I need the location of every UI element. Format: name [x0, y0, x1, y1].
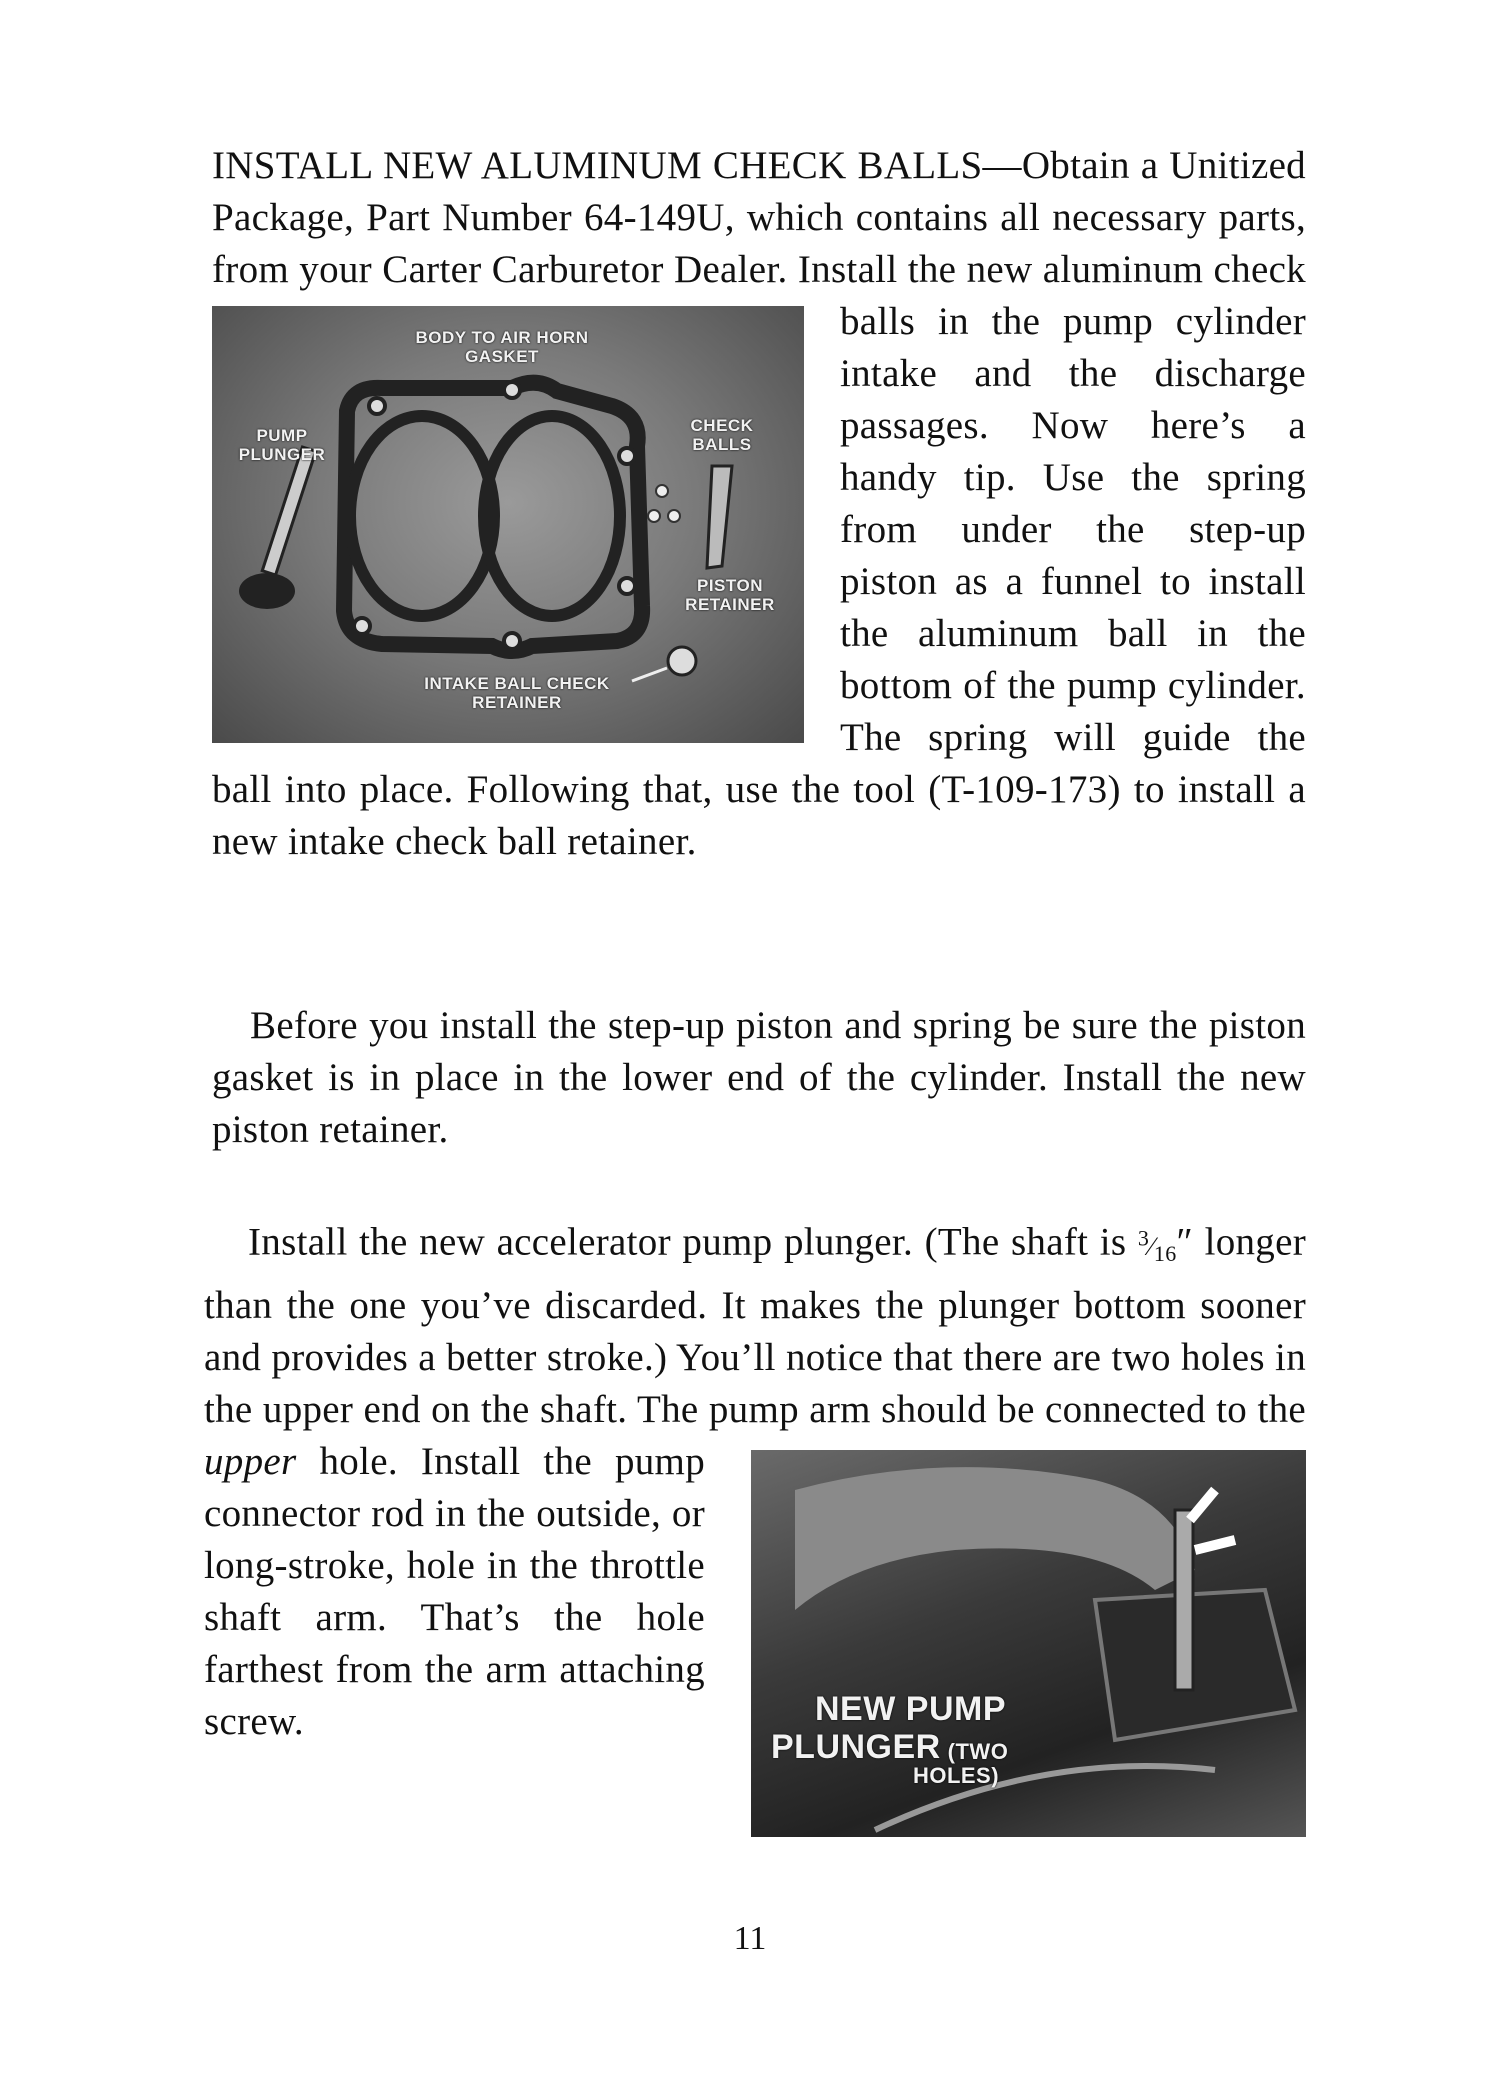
plunger-text-part2: ″ longer than the one you’ve discarded. It makes the plunger bottom sooner and provides a better stroke.) You’ll notice that there are two holes in the upper end on the shaft. The pump arm should be connected to the [204, 1220, 1306, 1431]
plunger-text-part3: hole. Install the pump connector rod in the outside, or long-stroke, hole in the throttle shaft arm. That’s the hole farthest from the arm attaching screw. [204, 1439, 705, 1743]
plunger-subcaption: (TWO HOLES) [912, 1738, 1009, 1788]
fraction-denominator: 16 [1153, 1240, 1177, 1266]
pump-plunger-paragraph [204, 1212, 1306, 1837]
gasket-parts-photo [212, 306, 804, 743]
heading-dash: — [982, 144, 1022, 187]
step-up-piston-paragraph: Before you install the step-up piston and spring be sure the piston gasket is in place in the lower end of the cylinder. Install the new piston retainer. [212, 1004, 1306, 1151]
intake-retainer-label: INTAKE BALL CHECK RETAINER [424, 674, 610, 712]
fraction: $^3⁄_{16}$ [1137, 1225, 1177, 1266]
plunger-text-part1: Install the new accelerator pump plunger. (The shaft is [248, 1220, 1138, 1264]
pump-plunger-photo [751, 1450, 1306, 1837]
fraction-numerator: 3 [1137, 1225, 1150, 1250]
page-number: 11 [733, 1920, 767, 1957]
check-balls-heading: INSTALL NEW ALUMINUM CHECK BALLS [212, 144, 983, 187]
upper-emphasis: upper [204, 1439, 297, 1483]
check-balls-text-continued: the new aluminum check balls in the pump cylinder intake and the discharge passages. Now here’s a handy tip. Use the spring from under the step-up piston as a funnel to install the aluminum ball in the bottom of the pump cylinder. The spring will guide the ball into place. Following that, use the tool (T-109-173) to install a new intake check ball retainer. [212, 248, 1306, 863]
plunger-caption: NEW PUMP PLUNGER [771, 1689, 1006, 1766]
piston-retainer-label: PISTON RETAINER [685, 576, 775, 614]
gasket-label: BODY TO AIR HORN GASKET [415, 328, 589, 366]
check-balls-text-intro: Obtain a Unitized Package, Part Number 64-149U, which contains all necessary parts, from your Carter Carburetor Dealer. Install [212, 144, 1306, 291]
plunger-label: PUMP PLUNGER [238, 426, 326, 464]
check-balls-label: CHECK BALLS [690, 416, 754, 454]
check-balls-paragraph [212, 140, 1306, 868]
